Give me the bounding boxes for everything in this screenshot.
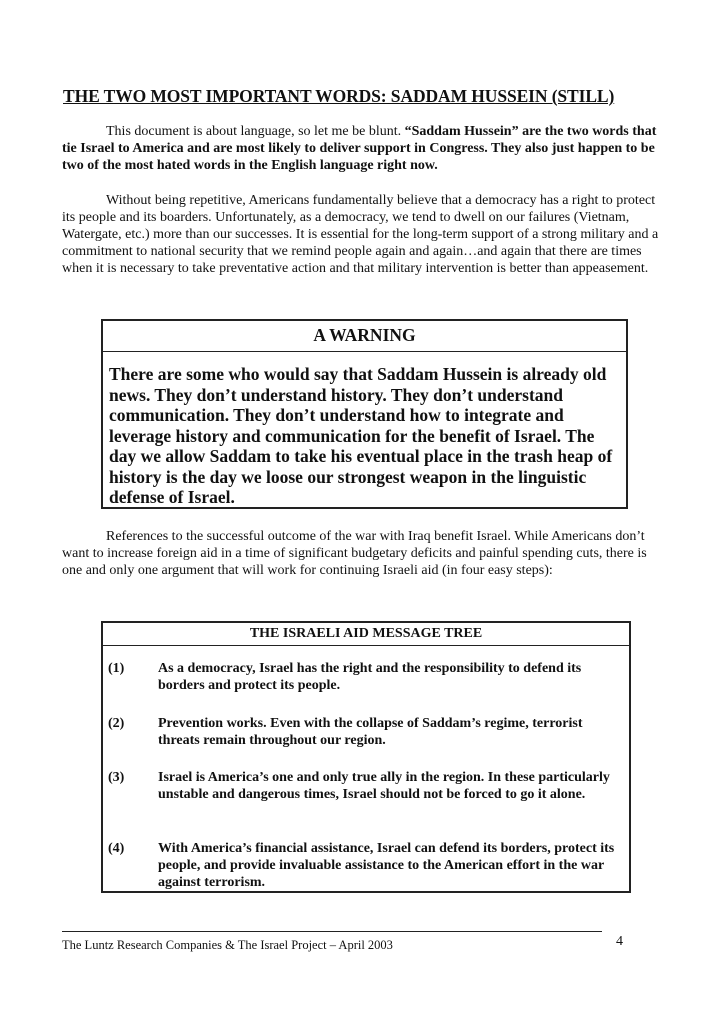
item-number: (2) bbox=[108, 716, 125, 731]
warning-divider bbox=[103, 351, 626, 352]
item-text: As a democracy, Israel has the right and the responsibility to defend its borders and protect its people. bbox=[158, 661, 582, 693]
intro-lead-text: This document is about language, so let me be blunt. bbox=[106, 124, 405, 139]
item-number: (1) bbox=[108, 661, 125, 676]
item-text: Israel is America’s one and only true ally in the region. In these particularly unstable and dangerous times, Israel should not be forced to go it alone. bbox=[158, 770, 610, 802]
message-tree-box bbox=[101, 621, 631, 893]
item-number: (3) bbox=[108, 770, 125, 785]
aid-paragraph: References to the successful outcome of the war with Iraq benefit Israel. While Americans don’t want to increase foreign aid in a time of significant budgetary deficits and painful spending cuts, there is one and only one argument that will work for continuing Israeli aid (in four easy steps): bbox=[62, 529, 647, 578]
warning-title: A WARNING bbox=[313, 325, 416, 345]
intro-paragraph bbox=[62, 123, 660, 174]
intro-bold-text: “Saddam Hussein” are the two words that tie Israel to America and are most likely to deliver support in Congress. They also just happen to be two of the most hated words in the English language right now. bbox=[62, 124, 657, 173]
message-tree-title: THE ISRAELI AID MESSAGE TREE bbox=[249, 626, 483, 641]
item-text: With America’s financial assistance, Israel can defend its borders, protect its people, and provide invaluable assistance to the American effort in the war against terrorism. bbox=[158, 841, 615, 890]
item-text: Prevention works. Even with the collapse of Saddam’s regime, terrorist threats remain throughout our region. bbox=[158, 716, 583, 748]
footer-divider bbox=[62, 931, 602, 932]
page-number: 4 bbox=[616, 934, 623, 949]
warning-box bbox=[101, 319, 628, 509]
footer-text: The Luntz Research Companies & The Israel Project – April 2003 bbox=[62, 938, 393, 952]
item-number: (4) bbox=[108, 841, 125, 856]
democracy-paragraph: Without being repetitive, Americans fundamentally believe that a democracy has a right to protect its people and its boarders. Unfortunately, as a democracy, we tend to dwell on our failures (Vietnam, Watergate, etc.) more than our successes. It is essential for the long-term support of a strong military and a commitment to national security that we remind people again and again…and again that there are times when it is necessary to take preventative action and that military intervention is better than appeasement. bbox=[62, 193, 659, 276]
message-tree-divider bbox=[103, 645, 629, 646]
warning-text: There are some who would say that Saddam Hussein is already old news. They don’t understand history. They don’t understand communication. They don’t understand how to integrate and leverage history and communication for the benefit of Israel. The day we allow Saddam to take his eventual place in the trash heap of history is the day we loose our strongest weapon in the linguistic defense of Israel. bbox=[109, 364, 613, 507]
page-heading: THE TWO MOST IMPORTANT WORDS: SADDAM HUSSEIN (STILL) bbox=[63, 86, 615, 106]
